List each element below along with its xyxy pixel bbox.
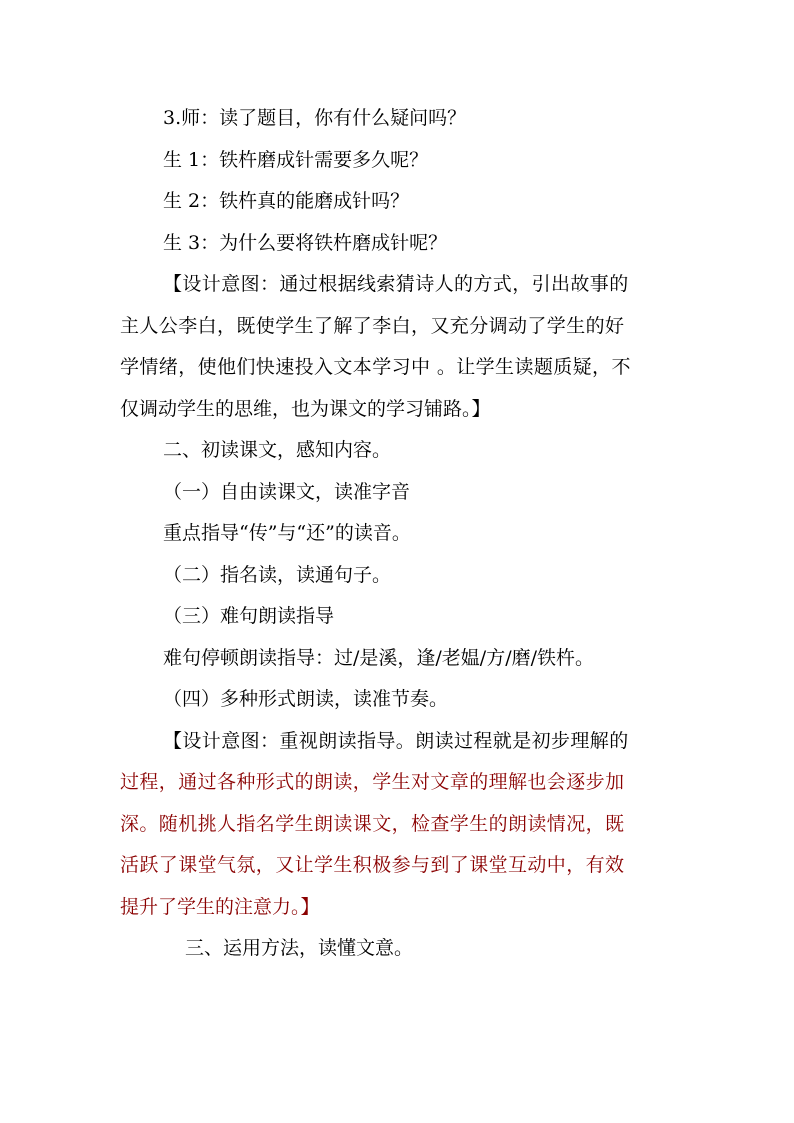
- step-one: （一）自由读课文，读准字音: [163, 481, 411, 503]
- step-four: （四）多种形式朗读，读准节奏。: [163, 688, 449, 710]
- pause-reading-guide: 难句停顿朗读指导：过/是溪，逢/老媪/方/磨/铁杵。: [163, 647, 595, 669]
- design-intent-1-line-3: 学情绪，使他们快速投入文本学习中 。让学生读题质疑，不: [120, 356, 631, 378]
- design-intent-2-line-4: 活跃了课堂气氛，又让学生积极参与到了课堂互动中，有效: [120, 854, 625, 876]
- design-intent-2-line-5: 提升了学生的注意力。】: [120, 896, 320, 918]
- student-3-answer: 生 3：为什么要将铁杵磨成针呢？: [163, 232, 448, 254]
- section-two-heading: 二、初读课文，感知内容。: [163, 439, 392, 461]
- step-three: （三）难句朗读指导: [163, 605, 335, 627]
- pronunciation-note: 重点指导“传”与“还”的读音。: [163, 522, 411, 544]
- design-intent-1-line-2: 主人公李白，既使学生了解了李白，又充分调动了学生的好: [120, 315, 625, 337]
- design-intent-2-line-1: 【设计意图：重视朗读指导。朗读过程就是初步理解的: [163, 730, 629, 752]
- design-intent-1-line-1: 【设计意图：通过根据线索猜诗人的方式，引出故事的: [163, 273, 629, 295]
- design-intent-2-line-2: 过程，通过各种形式的朗读，学生对文章的理解也会逐步加: [120, 771, 625, 793]
- student-1-answer: 生 1：铁杵磨成针需要多久呢？: [163, 149, 429, 171]
- design-intent-1-line-4: 仅调动学生的思维，也为课文的学习铺路。】: [120, 398, 491, 420]
- design-intent-2-line-3: 深。随机挑人指名学生朗读课文，检查学生的朗读情况，既: [120, 813, 625, 835]
- section-three-heading: 三、运用方法，读懂文意。: [185, 937, 414, 959]
- teacher-question: 3.师：读了题目，你有什么疑问吗？: [163, 107, 467, 129]
- step-two: （二）指名读，读通句子。: [163, 564, 392, 586]
- student-2-answer: 生 2：铁杵真的能磨成针吗？: [163, 190, 410, 212]
